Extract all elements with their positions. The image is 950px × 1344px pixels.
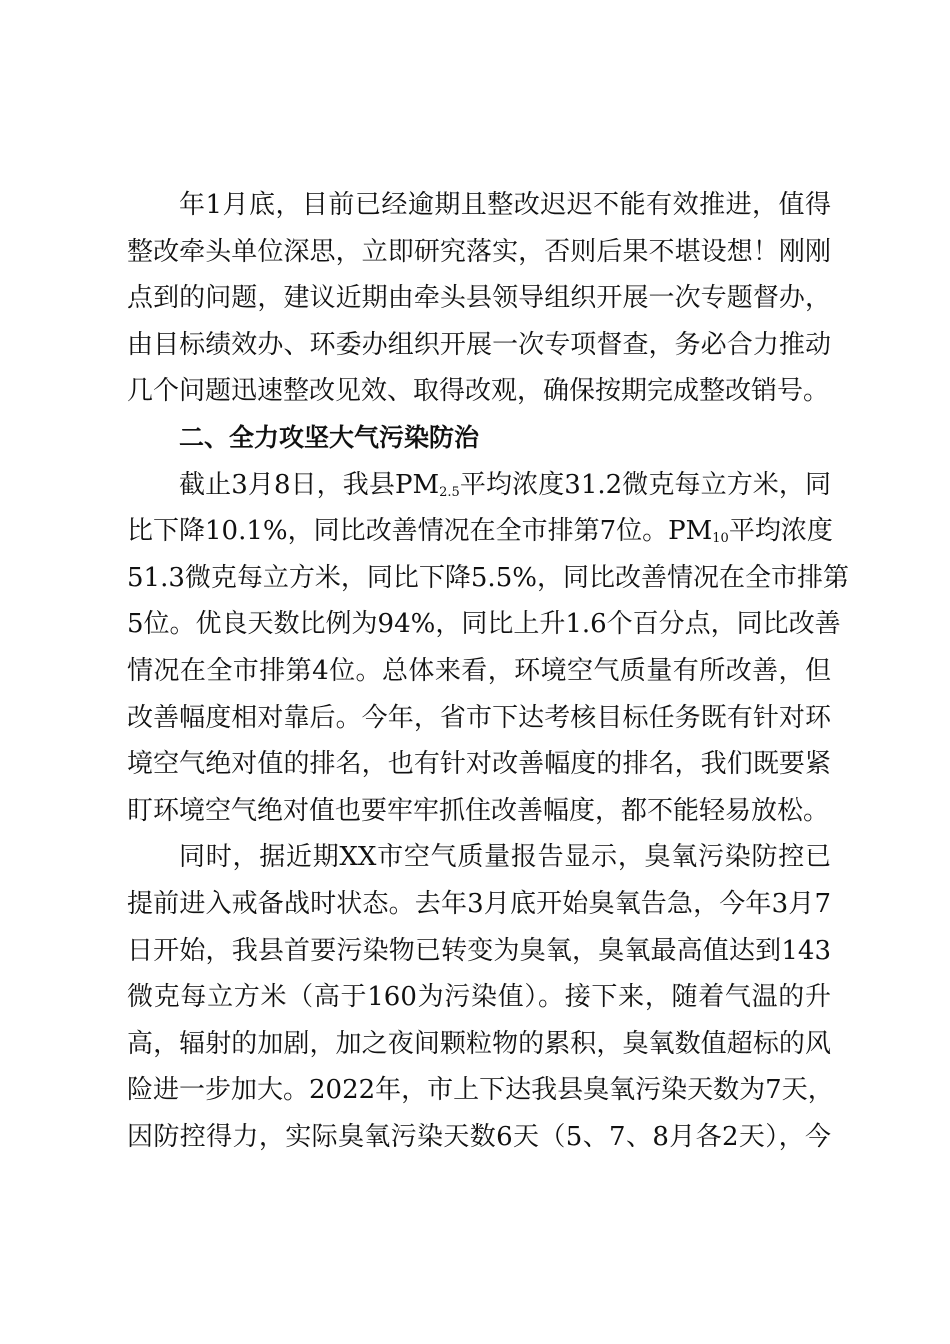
subscript: 10 <box>712 531 729 547</box>
text-line: 高，辐射的加剧，加之夜间颗粒物的累积，臭氧数值超标的风 <box>127 1028 831 1059</box>
text-run: 截止3月8日，我县PM <box>179 469 440 500</box>
text-line: 整改牵头单位深思，立即研究落实，否则后果不堪设想！刚刚 <box>127 236 831 267</box>
document-page <box>127 182 849 1160</box>
text-line: 境空气绝对值的排名，也有针对改善幅度的排名，我们既要紧 <box>127 749 831 780</box>
subscript: 2.5 <box>439 484 460 500</box>
paragraph-air-quality <box>127 462 849 835</box>
text-line: 提前进入戒备战时状态。去年3月底开始臭氧告急，今年3月7 <box>127 888 831 919</box>
text-line: 5位。优良天数比例为94%，同比上升1.6个百分点，同比改善 <box>127 609 841 640</box>
paragraph-ozone <box>127 834 834 1160</box>
text-line: 因防控得力，实际臭氧污染天数6天（5、7、8月各2天），今 <box>127 1121 831 1152</box>
text-line: 年1月底，目前已经逾期且整改迟迟不能有效推进，值得 <box>179 190 831 220</box>
text-line: 日开始，我县首要污染物已转变为臭氧，臭氧最高值达到143 <box>127 935 831 966</box>
text-line: 微克每立方米（高于160为污染值）。接下来，随着气温的升 <box>127 982 831 1013</box>
text-line: 同时，据近期XX市空气质量报告显示，臭氧污染防控已 <box>179 842 831 873</box>
section-heading: 二、全力攻坚大气污染防治 <box>179 422 480 452</box>
text-line: 51.3微克每立方米，同比下降5.5%，同比改善情况在全市排第 <box>127 562 849 593</box>
paragraph-rectification <box>127 182 831 415</box>
text-line: 险进一步加大。2022年，市上下达我县臭氧污染天数为7天， <box>127 1075 834 1106</box>
text-line: 点到的问题，建议近期由牵头县领导组织开展一次专题督办， <box>127 283 831 314</box>
text-line: 盯环境空气绝对值也要牢牢抓住改善幅度，都不能轻易放松。 <box>127 795 830 826</box>
text-line: 改善幅度相对靠后。今年，省市下达考核目标任务既有针对环 <box>127 702 831 733</box>
text-run: 平均浓度31.2微克每立方米，同 <box>459 469 831 500</box>
text-run: 比下降10.1%，同比改善情况在全市排第7位。PM <box>127 516 713 547</box>
text-line: 情况在全市排第4位。总体来看，环境空气质量有所改善，但 <box>127 655 831 686</box>
text-line: 几个问题迅速整改见效、取得改观，确保按期完成整改销号。 <box>127 376 830 407</box>
text-run: 平均浓度 <box>728 516 833 547</box>
text-line <box>127 508 831 555</box>
text-line: 由目标绩效办、环委办组织开展一次专项督查，务必合力推动 <box>127 329 831 360</box>
text-line <box>127 462 831 509</box>
